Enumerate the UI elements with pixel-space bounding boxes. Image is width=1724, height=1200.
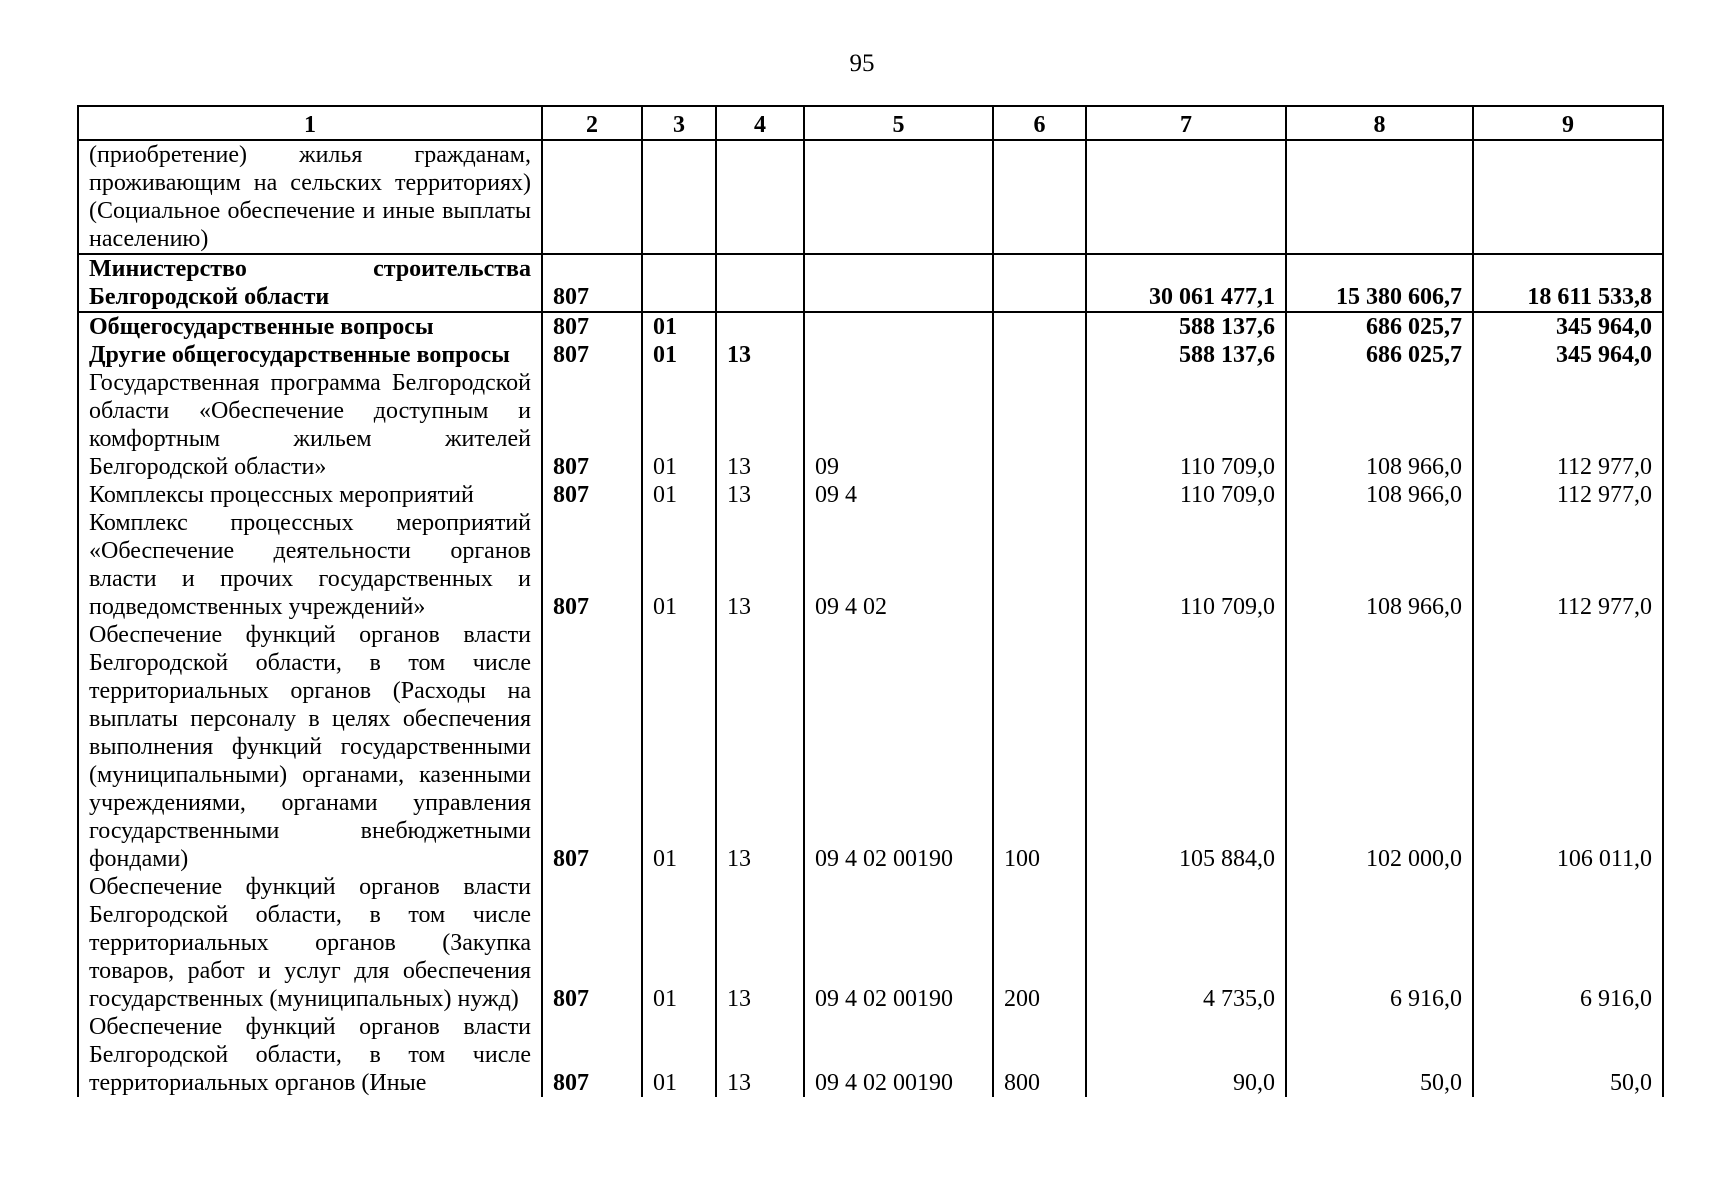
row-code-gr: 807 [542, 369, 642, 481]
row-amount-col7: 30 061 477,1 [1086, 254, 1286, 312]
row-code-rz: 01 [642, 621, 716, 873]
row-code-csr: 09 4 02 00190 [804, 1013, 993, 1097]
table-row [78, 312, 1663, 341]
row-amount-col7: 4 735,0 [1086, 873, 1286, 1013]
table-row [78, 873, 1663, 1013]
row-amount-col7 [1086, 140, 1286, 254]
row-code-gr: 807 [542, 873, 642, 1013]
row-amount-col8: 686 025,7 [1286, 312, 1473, 341]
row-amount-col8: 15 380 606,7 [1286, 254, 1473, 312]
row-code-rz: 01 [642, 312, 716, 341]
row-amount-col9: 112 977,0 [1473, 369, 1663, 481]
row-description: Министерство строительства Белгородской области [78, 254, 542, 312]
row-code-pr: 13 [716, 873, 804, 1013]
row-code-vr [993, 254, 1086, 312]
row-code-gr: 807 [542, 1013, 642, 1097]
row-code-csr: 09 4 02 [804, 509, 993, 621]
row-code-gr: 807 [542, 481, 642, 509]
header-col-4: 4 [716, 106, 804, 140]
row-code-csr: 09 [804, 369, 993, 481]
table-body [78, 140, 1663, 1097]
row-code-vr: 800 [993, 1013, 1086, 1097]
row-code-vr: 200 [993, 873, 1086, 1013]
row-description: Обеспечение функций органов власти Белгородской области, в том числе территориальных органов (Иные [78, 1013, 542, 1097]
row-code-vr [993, 341, 1086, 369]
row-code-gr: 807 [542, 254, 642, 312]
row-code-rz [642, 254, 716, 312]
header-col-2: 2 [542, 106, 642, 140]
row-amount-col8: 50,0 [1286, 1013, 1473, 1097]
row-amount-col7: 110 709,0 [1086, 369, 1286, 481]
row-amount-col9: 6 916,0 [1473, 873, 1663, 1013]
header-col-9: 9 [1473, 106, 1663, 140]
row-code-gr [542, 140, 642, 254]
header-row [78, 106, 1663, 140]
row-description: Государственная программа Белгородской области «Обеспечение доступным и комфортным жильем жителей Белгородской области» [78, 369, 542, 481]
row-code-csr [804, 341, 993, 369]
row-code-gr: 807 [542, 312, 642, 341]
row-code-csr [804, 140, 993, 254]
row-amount-col9: 50,0 [1473, 1013, 1663, 1097]
row-code-pr [716, 140, 804, 254]
row-description: (приобретение) жилья гражданам, проживающим на сельских территориях) (Социальное обеспечение и иные выплаты населению) [78, 140, 542, 254]
row-amount-col8: 102 000,0 [1286, 621, 1473, 873]
header-col-7: 7 [1086, 106, 1286, 140]
row-description: Комплексы процессных мероприятий [78, 481, 542, 509]
row-amount-col9 [1473, 140, 1663, 254]
row-code-gr: 807 [542, 341, 642, 369]
row-code-pr: 13 [716, 369, 804, 481]
row-code-rz: 01 [642, 509, 716, 621]
row-code-pr: 13 [716, 481, 804, 509]
header-col-6: 6 [993, 106, 1086, 140]
row-amount-col9: 112 977,0 [1473, 509, 1663, 621]
row-code-rz [642, 140, 716, 254]
row-code-vr [993, 481, 1086, 509]
row-code-csr: 09 4 02 00190 [804, 873, 993, 1013]
row-code-gr: 807 [542, 509, 642, 621]
header-col-3: 3 [642, 106, 716, 140]
row-code-vr: 100 [993, 621, 1086, 873]
row-amount-col7: 105 884,0 [1086, 621, 1286, 873]
table-row [78, 509, 1663, 621]
header-col-8: 8 [1286, 106, 1473, 140]
row-description: Обеспечение функций органов власти Белгородской области, в том числе территориальных органов (Расходы на выплаты персоналу в целях обеспечения выполнения функций государственными (муниципальными) органами, казенными учреждениями, органами управления государственными внебюджетными фондами) [78, 621, 542, 873]
row-code-rz: 01 [642, 369, 716, 481]
table-row [78, 481, 1663, 509]
table-row [78, 140, 1663, 254]
row-amount-col8: 108 966,0 [1286, 481, 1473, 509]
row-code-csr: 09 4 02 00190 [804, 621, 993, 873]
row-code-vr [993, 140, 1086, 254]
row-amount-col9: 345 964,0 [1473, 341, 1663, 369]
row-amount-col8: 108 966,0 [1286, 369, 1473, 481]
row-code-pr: 13 [716, 1013, 804, 1097]
row-code-gr: 807 [542, 621, 642, 873]
row-code-rz: 01 [642, 481, 716, 509]
row-amount-col7: 90,0 [1086, 1013, 1286, 1097]
row-code-rz: 01 [642, 873, 716, 1013]
row-amount-col7: 110 709,0 [1086, 481, 1286, 509]
row-code-csr [804, 312, 993, 341]
row-description: Обеспечение функций органов власти Белгородской области, в том числе территориальных органов (Закупка товаров, работ и услуг для обеспечения государственных (муниципальных) нужд) [78, 873, 542, 1013]
row-code-vr [993, 369, 1086, 481]
row-amount-col8: 6 916,0 [1286, 873, 1473, 1013]
row-code-rz: 01 [642, 341, 716, 369]
row-amount-col7: 588 137,6 [1086, 312, 1286, 341]
row-code-vr [993, 312, 1086, 341]
row-code-csr [804, 254, 993, 312]
row-amount-col8: 108 966,0 [1286, 509, 1473, 621]
row-code-pr [716, 312, 804, 341]
row-amount-col9: 112 977,0 [1473, 481, 1663, 509]
table-row [78, 621, 1663, 873]
page-number: 95 [849, 50, 875, 77]
budget-table [77, 105, 1664, 1097]
row-description: Комплекс процессных мероприятий «Обеспечение деятельности органов власти и прочих государственных и подведомственных учреждений» [78, 509, 542, 621]
row-code-rz: 01 [642, 1013, 716, 1097]
row-code-pr: 13 [716, 621, 804, 873]
row-description: Другие общегосударственные вопросы [78, 341, 542, 369]
row-amount-col7: 110 709,0 [1086, 509, 1286, 621]
row-code-csr: 09 4 [804, 481, 993, 509]
row-amount-col7: 588 137,6 [1086, 341, 1286, 369]
row-description: Общегосударственные вопросы [78, 312, 542, 341]
row-amount-col9: 18 611 533,8 [1473, 254, 1663, 312]
table-row [78, 341, 1663, 369]
row-code-pr [716, 254, 804, 312]
table-row [78, 369, 1663, 481]
row-code-pr: 13 [716, 509, 804, 621]
row-amount-col9: 345 964,0 [1473, 312, 1663, 341]
table-row [78, 1013, 1663, 1097]
row-amount-col8 [1286, 140, 1473, 254]
header-col-1: 1 [78, 106, 542, 140]
row-amount-col8: 686 025,7 [1286, 341, 1473, 369]
row-code-pr: 13 [716, 341, 804, 369]
row-amount-col9: 106 011,0 [1473, 621, 1663, 873]
header-col-5: 5 [804, 106, 993, 140]
table-row [78, 254, 1663, 312]
row-code-vr [993, 509, 1086, 621]
